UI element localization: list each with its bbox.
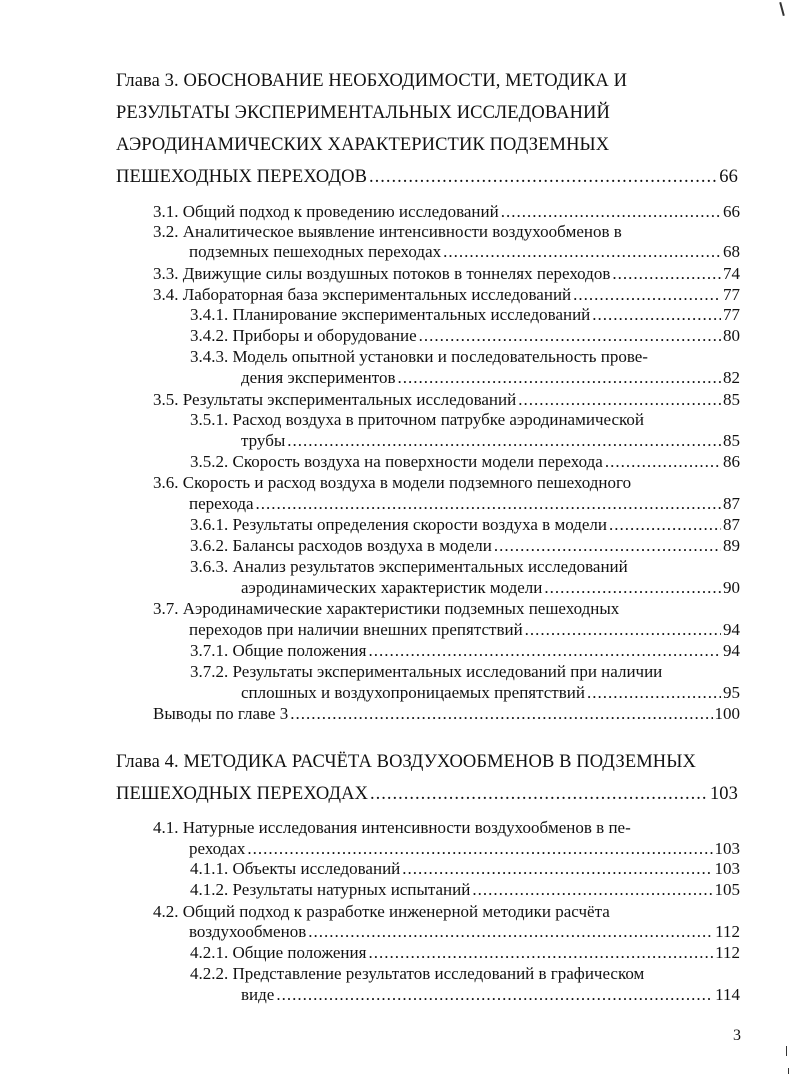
- toc-entry-text: воздухообменов: [189, 922, 307, 941]
- toc-entry-3-7-2[interactable]: 3.7.2. Результаты экспериментальных исследований при наличии: [190, 662, 663, 681]
- toc-entry-text: 3.6.1. Результаты определения скорости воздуха в модели: [190, 515, 607, 534]
- toc-entry-page: 80: [723, 326, 740, 345]
- toc-entry-page: 94: [723, 620, 740, 639]
- toc-entry-3-2[interactable]: 3.2. Аналитическое выявление интенсивности воздухообменов в: [153, 222, 622, 241]
- toc-entry-4-1[interactable]: 4.1. Натурные исследования интенсивности воздухообменов в пе-: [153, 818, 631, 837]
- toc-entry-4-1-cont[interactable]: [189, 839, 740, 859]
- scan-mark: [788, 1068, 789, 1074]
- toc-entry-text: 3.5.2. Скорость воздуха на поверхности модели перехода: [190, 452, 603, 471]
- toc-entry-text: 3.6.2. Балансы расходов воздуха в модели: [190, 536, 492, 555]
- toc-entry-text: 3.5. Результаты экспериментальных исследований: [153, 390, 517, 409]
- leader-dots: [472, 880, 712, 900]
- leader-dots: [544, 578, 721, 598]
- toc-entry-page: 89: [723, 536, 740, 555]
- toc-entry-page: 77: [723, 285, 740, 304]
- leader-dots: [609, 515, 721, 535]
- leader-dots: [494, 536, 721, 556]
- toc-entry-3-3[interactable]: [153, 264, 740, 284]
- toc-entry-3-6[interactable]: 3.6. Скорость и расход воздуха в модели подземного пешеходного: [153, 473, 632, 492]
- toc-entry-page: 74: [723, 264, 740, 283]
- toc-entry-3-6-cont[interactable]: [189, 494, 740, 514]
- toc-entry-page: 94: [723, 641, 740, 660]
- scan-mark: [786, 1046, 787, 1056]
- toc-entry-3-7-1[interactable]: [190, 641, 740, 661]
- leader-dots: [443, 242, 721, 262]
- page-number: 3: [733, 1027, 741, 1044]
- toc-entry-page: 85: [723, 431, 740, 450]
- leader-dots: [369, 167, 717, 188]
- toc-entry-page: 86: [723, 452, 740, 471]
- toc-entry-text: 3.4. Лабораторная база экспериментальных исследований: [153, 285, 572, 304]
- toc-entry-text: аэродинамических характеристик модели: [241, 578, 543, 597]
- toc-entry-page: 85: [723, 390, 740, 409]
- toc-entry-text: 4.2.1. Общие положения: [190, 943, 367, 962]
- leader-dots: [256, 494, 721, 514]
- toc-entry-3-6-1[interactable]: [190, 515, 740, 535]
- toc-entry-conclusions-3[interactable]: [153, 704, 740, 724]
- leader-dots: [247, 839, 712, 859]
- toc-entry-3-4[interactable]: [153, 285, 740, 305]
- leader-dots: [398, 368, 721, 388]
- chapter3-title-line4[interactable]: [116, 167, 738, 188]
- toc-entry-page: 112: [715, 922, 740, 941]
- toc-entry-4-2-2-cont[interactable]: [241, 985, 740, 1005]
- toc-entry-text: реходах: [189, 839, 246, 858]
- toc-entry-text: 3.4.1. Планирование экспериментальных исследований: [190, 305, 591, 324]
- toc-entry-3-4-3[interactable]: 3.4.3. Модель опытной установки и последовательность прове-: [190, 347, 648, 366]
- toc-entry-page: 90: [723, 578, 740, 597]
- toc-entry-text: дения экспериментов: [241, 368, 396, 387]
- toc-entry-text: виде: [241, 985, 275, 1004]
- leader-dots: [573, 285, 721, 305]
- leader-dots: [501, 202, 721, 222]
- leader-dots: [368, 641, 721, 661]
- chapter4-page: 103: [709, 784, 738, 804]
- toc-entry-3-1[interactable]: [153, 202, 740, 222]
- scan-mark: [779, 2, 785, 16]
- leader-dots: [368, 943, 713, 963]
- toc-entry-page: 103: [714, 859, 740, 878]
- toc-entry-3-5-1-cont[interactable]: [241, 431, 740, 451]
- toc-entry-page: 82: [723, 368, 740, 387]
- toc-entry-page: 87: [723, 494, 740, 513]
- toc-entry-4-2[interactable]: 4.2. Общий подход к разработке инженерной методики расчёта: [153, 902, 610, 921]
- leader-dots: [308, 922, 713, 942]
- leader-dots: [592, 305, 721, 325]
- toc-entry-text: 4.1.1. Объекты исследований: [190, 859, 401, 878]
- toc-entry-3-7-2-cont[interactable]: [241, 683, 740, 703]
- leader-dots: [290, 704, 712, 724]
- toc-entry-3-7-cont[interactable]: [189, 620, 740, 640]
- toc-entry-3-6-3-cont[interactable]: [241, 578, 740, 598]
- toc-entry-3-6-2[interactable]: [190, 536, 740, 556]
- toc-entry-3-2-cont[interactable]: [189, 242, 740, 262]
- toc-entry-3-5-2[interactable]: [190, 452, 740, 472]
- leader-dots: [525, 620, 721, 640]
- toc-entry-3-4-1[interactable]: [190, 305, 740, 325]
- toc-entry-text: переходов при наличии внешних препятствий: [189, 620, 523, 639]
- chapter4-title-last: ПЕШЕХОДНЫХ ПЕРЕХОДАХ: [116, 784, 369, 804]
- toc-entry-page: 114: [715, 985, 740, 1004]
- leader-dots: [370, 784, 708, 805]
- toc-entry-page: 95: [723, 683, 740, 702]
- toc-entry-text: 4.1.2. Результаты натурных испытаний: [190, 880, 471, 899]
- toc-entry-text: трубы: [241, 431, 286, 450]
- leader-dots: [402, 859, 712, 879]
- leader-dots: [605, 452, 721, 472]
- leader-dots: [518, 390, 721, 410]
- leader-dots: [419, 326, 721, 346]
- toc-entry-text: перехода: [189, 494, 254, 513]
- toc-entry-page: 68: [723, 242, 740, 261]
- leader-dots: [287, 431, 721, 451]
- toc-entry-page: 100: [714, 704, 740, 723]
- toc-entry-4-1-2[interactable]: [190, 880, 740, 900]
- chapter4-title-line1: Глава 4. МЕТОДИКА РАСЧЁТА ВОЗДУХООБМЕНОВ В ПОДЗЕМНЫХ: [116, 752, 696, 772]
- toc-entry-4-2-cont[interactable]: [189, 922, 740, 942]
- chapter3-title-line2: РЕЗУЛЬТАТЫ ЭКСПЕРИМЕНТАЛЬНЫХ ИССЛЕДОВАНИЙ: [116, 103, 610, 123]
- toc-entry-3-7[interactable]: 3.7. Аэродинамические характеристики подземных пешеходных: [153, 599, 620, 618]
- toc-entry-page: 66: [723, 202, 740, 221]
- toc-entry-text: 3.1. Общий подход к проведению исследований: [153, 202, 499, 221]
- leader-dots: [612, 264, 721, 284]
- toc-entry-page: 112: [715, 943, 740, 962]
- toc-entry-text: 3.4.2. Приборы и оборудование: [190, 326, 417, 345]
- leader-dots: [587, 683, 721, 703]
- chapter3-page: 66: [719, 167, 738, 187]
- leader-dots: [276, 985, 713, 1005]
- toc-entry-3-5-1[interactable]: 3.5.1. Расход воздуха в приточном патрубке аэродинамической: [190, 410, 645, 429]
- toc-entry-page: 77: [723, 305, 740, 324]
- toc-entry-4-2-1[interactable]: [190, 943, 740, 963]
- chapter3-title-line3: АЭРОДИНАМИЧЕСКИХ ХАРАКТЕРИСТИК ПОДЗЕМНЫХ: [116, 135, 610, 155]
- toc-entry-3-5[interactable]: [153, 390, 740, 410]
- chapter3-title-line1: Глава 3. ОБОСНОВАНИЕ НЕОБХОДИМОСТИ, МЕТОДИКА И: [116, 71, 628, 91]
- toc-entry-3-4-3-cont[interactable]: [241, 368, 740, 388]
- toc-entry-page: 105: [714, 880, 740, 899]
- toc-entry-3-6-3[interactable]: 3.6.3. Анализ результатов экспериментальных исследований: [190, 557, 628, 576]
- chapter4-title-line2[interactable]: [116, 784, 738, 805]
- toc-entry-3-4-2[interactable]: [190, 326, 740, 346]
- toc-entry-page: 103: [714, 839, 740, 858]
- chapter3-title-last: ПЕШЕХОДНЫХ ПЕРЕХОДОВ: [116, 167, 368, 187]
- toc-entry-page: 87: [723, 515, 740, 534]
- toc-entry-text: 3.3. Движущие силы воздушных потоков в тоннелях переходов: [153, 264, 611, 283]
- toc-entry-text: Выводы по главе 3: [153, 704, 289, 723]
- toc-entry-text: 3.7.1. Общие положения: [190, 641, 367, 660]
- toc-entry-text: сплошных и воздухопроницаемых препятствий: [241, 683, 585, 702]
- toc-entry-4-1-1[interactable]: [190, 859, 740, 879]
- toc-entry-text: подземных пешеходных переходах: [189, 242, 442, 261]
- toc-entry-4-2-2[interactable]: 4.2.2. Представление результатов исследований в графическом: [190, 964, 645, 983]
